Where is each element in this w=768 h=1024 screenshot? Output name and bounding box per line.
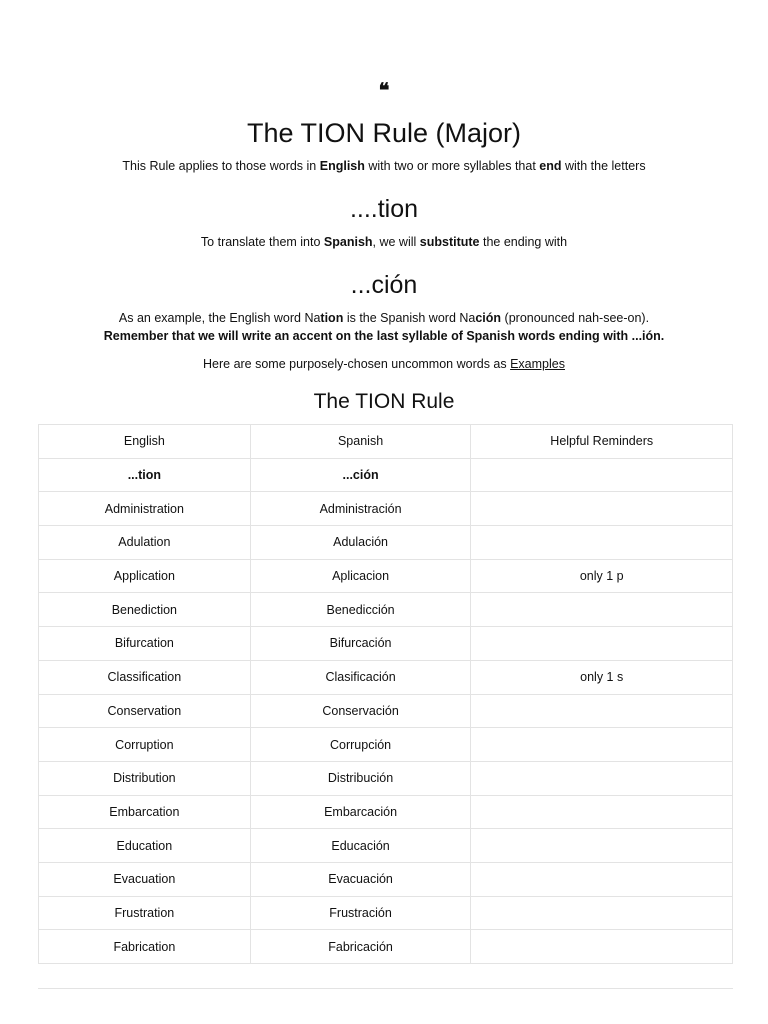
table-row [39,627,733,661]
table-row [39,930,733,964]
example-bold-tion: tion [320,311,344,325]
cell-english: Embarcation [39,795,251,829]
cell-reminder: only 1 s [471,660,733,694]
header-reminders: Helpful Reminders [471,425,733,459]
intro-text-2: with two or more syllables that [364,159,540,173]
page-title: The TION Rule (Major) [246,118,522,148]
english-ending-heading: ....tion [349,195,419,223]
quote-mark-icon: ❝ [378,78,390,102]
example-text-3: (pronounced nah-see-on). [501,311,650,325]
cell-reminder [471,593,733,627]
translate-bold-spanish: Spanish [323,235,373,249]
footer-divider [38,988,733,989]
table-row [39,896,733,930]
table-header-row [39,425,733,459]
examples-text: Here are some purposely-chosen uncommon words as [203,357,511,371]
cell-reminder [471,862,733,896]
cell-reminder [471,627,733,661]
table-title: The TION Rule [313,390,455,413]
table-row [39,559,733,593]
tion-rule-table [38,424,733,964]
cell-spanish: Benedicción [250,593,471,627]
cell-spanish: Educación [250,829,471,863]
cell-reminder [471,694,733,728]
table-row [39,728,733,762]
intro-bold-english: English [319,159,365,173]
cell-english: Adulation [39,526,251,560]
cell-english: Administration [39,492,251,526]
table-row [39,829,733,863]
cell-spanish: Conservación [250,694,471,728]
cell-reminder [471,728,733,762]
examples-link[interactable]: Examples [510,357,565,371]
cell-reminder [471,896,733,930]
cell-spanish: Aplicacion [250,559,471,593]
spanish-ending-heading: ...ción [350,271,418,299]
table-row [39,593,733,627]
cell-reminder [471,795,733,829]
cell-reminder [471,526,733,560]
cell-spanish: Evacuación [250,862,471,896]
cell-english: Education [39,829,251,863]
cell-english: Benediction [39,593,251,627]
example-bold-cion: ción [475,311,502,325]
cell-spanish: Corrupción [250,728,471,762]
table-row [39,795,733,829]
cell-spanish: Administración [250,492,471,526]
cell-english: Frustration [39,896,251,930]
cell-english: Conservation [39,694,251,728]
cell-english: Application [39,559,251,593]
cell-spanish: Clasificación [250,660,471,694]
cell-spanish: Fabricación [250,930,471,964]
intro-text-1: This Rule applies to those words in [122,159,320,173]
translate-text-2: , we will [372,235,420,249]
header-spanish: Spanish [250,425,471,459]
cell-english: Classification [39,660,251,694]
cell-reminder [471,829,733,863]
cell-spanish: Bifurcación [250,627,471,661]
cell-reminder [471,930,733,964]
translate-paragraph [0,234,768,250]
examples-line [0,356,768,372]
cell-reminder [471,492,733,526]
cell-reminder [471,761,733,795]
accent-reminder: Remember that we will write an accent on the last syllable of Spanish words ending with ...ión. [103,329,665,343]
subheader-reminders [471,458,733,492]
table-subheader-row [39,458,733,492]
intro-paragraph [0,158,768,174]
cell-english: Bifurcation [39,627,251,661]
table-row [39,492,733,526]
table-row [39,694,733,728]
cell-spanish: Adulación [250,526,471,560]
example-text-2: is the Spanish word Na [343,311,476,325]
cell-english: Distribution [39,761,251,795]
cell-english: Fabrication [39,930,251,964]
subheader-english: ...tion [39,458,251,492]
intro-bold-end: end [539,159,562,173]
table-row [39,761,733,795]
cell-spanish: Frustración [250,896,471,930]
subheader-spanish: ...ción [250,458,471,492]
cell-spanish: Embarcación [250,795,471,829]
example-text-1: As an example, the English word Na [118,311,321,325]
intro-text-3: with the letters [561,159,646,173]
table-row [39,526,733,560]
cell-spanish: Distribución [250,761,471,795]
translate-text-1: To translate them into [200,235,324,249]
translate-text-3: the ending with [479,235,568,249]
table-row [39,660,733,694]
cell-english: Evacuation [39,862,251,896]
header-english: English [39,425,251,459]
cell-reminder: only 1 p [471,559,733,593]
translate-bold-substitute: substitute [419,235,480,249]
table-row [39,862,733,896]
cell-english: Corruption [39,728,251,762]
example-paragraph [0,310,768,326]
